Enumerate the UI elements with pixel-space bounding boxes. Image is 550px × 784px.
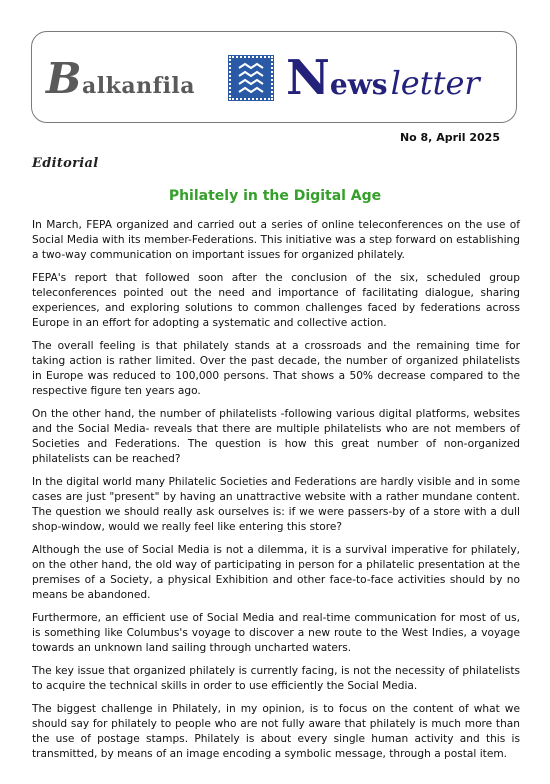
paragraph: Although the use of Social Media is not a dilemma, it is a survival imperative for philately, on the other hand, the old way of participating in person for a philatelic presentation at the premises of a Society, a physical Exhibition and other face-to-face activities should by no means be abandoned. [32, 544, 520, 601]
paragraph: The biggest challenge in Philately, in my opinion, is to focus on the content of what we should say for philately to people who are not fully aware that philately is much more than the use of postage stamps. Philately is about every single human activity and this is transmitted, by means of an image encoding a symbolic message, through a postal item. [32, 703, 520, 760]
paragraph: FEPA's report that followed soon after the conclusion of the six, scheduled group teleconferences pointed out the need and importance of facilitating dialogue, sharing experiences, and exploring solutions to common challenges faced by federations across Europe in an effort for adopting a systematic and collective action. [32, 272, 520, 329]
stamp-logo-icon [229, 56, 273, 100]
issue-number: No 8, April 2025 [399, 131, 500, 144]
article-title: Philately in the Digital Age [168, 188, 382, 204]
paragraph: The overall feeling is that philately stands at a crossroads and the remaining time for taking action is rather limited. Over the past decade, the number of organized philatelists in Europe was reduced to 100,000 persons. That shows a 50% decrease compared to the respective figure ten years ago. [32, 340, 520, 397]
news-initial: N [286, 50, 330, 106]
brand-wordmark [46, 54, 195, 103]
newsletter-wordmark [286, 50, 480, 106]
brand-initial: B [46, 54, 82, 103]
paragraph: Furthermore, an efficient use of Social Media and real-time communication for most of us, is something like Columbus's voyage to discover a new route to the West Indies, a voyage towards an unknown land sailing through uncharted waters. [32, 612, 520, 654]
paragraph: The key issue that organized philately is currently facing, is not the necessity of philatelists to acquire the technical skills in order to use efficiently the Social Media. [32, 665, 520, 692]
article-body [32, 218, 520, 770]
brand-rest: alkanfila [82, 73, 196, 99]
paragraph: In the digital world many Philatelic Societies and Federations are hardly visible and in some cases are just "present" by having an unattractive website with a rather mundane content. The question we should really ask ourselves is: if we were passers-by of a store with a dull shop-window, would we really feel like entering this store? [32, 476, 520, 533]
masthead [31, 31, 517, 123]
news-suffix: letter [390, 64, 480, 102]
news-rest: ews [329, 68, 388, 101]
paragraph: In March, FEPA organized and carried out a series of online teleconferences on the use of Social Media with its member-Federations. This initiative was a step forward on establishing a two-way communication on important issues for organized philately. [32, 219, 520, 261]
paragraph: On the other hand, the number of philatelists -following various digital platforms, websites and the Social Media- reveals that there are multiple philatelists who are not members of Societies and Federations. The question is how this great number of non-organized philatelists can be reached? [32, 408, 520, 465]
section-heading: Editorial [32, 156, 99, 171]
